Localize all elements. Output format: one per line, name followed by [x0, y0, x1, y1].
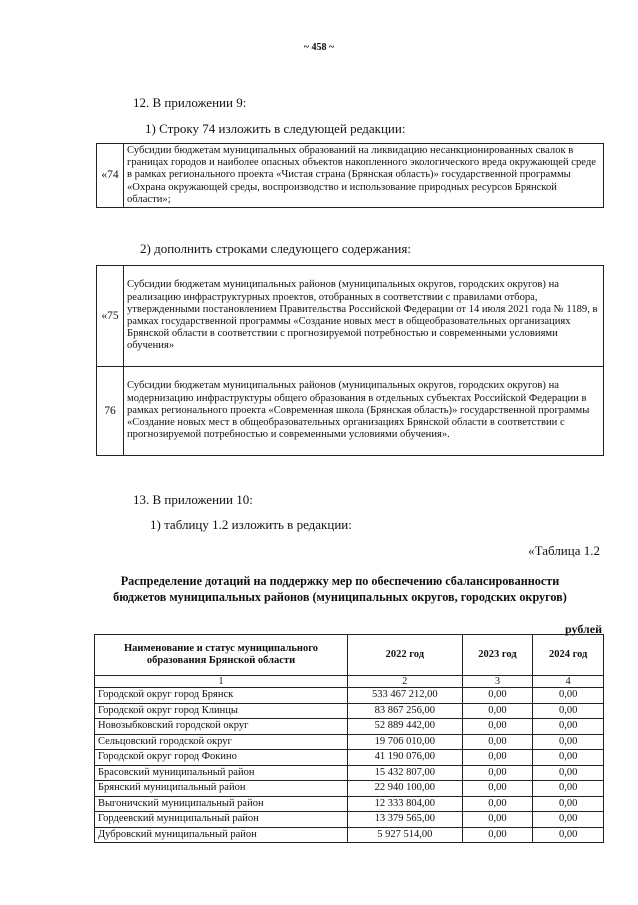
value-2022: 83 867 256,00 — [347, 703, 462, 719]
table-row — [95, 796, 604, 812]
value-2023: 0,00 — [462, 734, 533, 750]
row-text: Субсидии бюджетам муниципальных районов (муниципальных округов, городских округов) на реализацию инфраструктурных проектов, отобранных в соответствии с правилами отбора, утвержденными постановлением Правительства Российской Федерации от 14 июля 2021 года № 1189, в рамках государственной программы «Создание новых мест в общеобразовательных организациях Брянской области в соответствии с прогнозируемой потребностью и современными условиями обучения» — [124, 266, 604, 367]
value-2022: 41 190 076,00 — [347, 750, 462, 766]
municipality-name: Городской округ город Брянск — [95, 688, 348, 704]
value-2023: 0,00 — [462, 750, 533, 766]
item-12-2-text: 2) дополнить строками следующего содержания: — [140, 241, 411, 256]
item-12-1-text: 1) Строку 74 изложить в следующей редакции: — [145, 121, 406, 136]
header-2023: 2023 год — [462, 635, 533, 676]
value-2023: 0,00 — [462, 765, 533, 781]
value-2022: 12 333 804,00 — [347, 796, 462, 812]
municipality-name: Брасовский муниципальный район — [95, 765, 348, 781]
value-2023: 0,00 — [462, 719, 533, 735]
header-name: Наименование и статус муниципального образования Брянской области — [95, 635, 348, 676]
municipality-name: Городской округ город Фокино — [95, 750, 348, 766]
value-2024: 0,00 — [533, 688, 604, 704]
value-2024: 0,00 — [533, 796, 604, 812]
table-row — [95, 750, 604, 766]
added-rows-table — [96, 265, 604, 456]
table-row — [95, 765, 604, 781]
page-number: ~ 458 ~ — [303, 42, 335, 53]
value-2024: 0,00 — [533, 750, 604, 766]
table-row — [97, 144, 604, 208]
municipality-name: Брянский муниципальный район — [95, 781, 348, 797]
table-row — [97, 367, 604, 456]
municipality-name: Дубровский муниципальный район — [95, 827, 348, 843]
table-row — [97, 266, 604, 367]
table-row — [95, 734, 604, 750]
value-2023: 0,00 — [462, 703, 533, 719]
row-74-table — [96, 143, 604, 208]
table-row — [95, 812, 604, 828]
value-2024: 0,00 — [533, 734, 604, 750]
header-2022: 2022 год — [347, 635, 462, 676]
column-number: 4 — [533, 676, 604, 688]
value-2024: 0,00 — [533, 719, 604, 735]
column-number: 3 — [462, 676, 533, 688]
row-text: Субсидии бюджетам муниципальных образований на ликвидацию несанкционированных свалок в границах городов и наиболее опасных объектов накопленного экологического вреда окружающей среде в рамках регионального проекта «Чистая страна (Брянская область)» государственной программы «Охрана окружающей среды, воспроизводство и использование природных ресурсов Брянской области»; — [124, 144, 604, 208]
item-13-1-text: 1) таблицу 1.2 изложить в редакции: — [150, 517, 352, 532]
column-numbers-row — [95, 676, 604, 688]
municipality-name: Гордеевский муниципальный район — [95, 812, 348, 828]
table-row — [95, 719, 604, 735]
value-2024: 0,00 — [533, 781, 604, 797]
item-12-heading: 12. В приложении 9: — [133, 95, 247, 110]
municipality-name: Выгоничский муниципальный район — [95, 796, 348, 812]
municipality-name: Городской округ город Клинцы — [95, 703, 348, 719]
value-2024: 0,00 — [533, 703, 604, 719]
row-number: «74 — [97, 144, 124, 208]
header-2024: 2024 год — [533, 635, 604, 676]
value-2023: 0,00 — [462, 812, 533, 828]
column-number: 1 — [95, 676, 348, 688]
municipality-name: Сельцовский городской округ — [95, 734, 348, 750]
value-2024: 0,00 — [533, 827, 604, 843]
value-2022: 13 379 565,00 — [347, 812, 462, 828]
value-2023: 0,00 — [462, 827, 533, 843]
value-2023: 0,00 — [462, 781, 533, 797]
table-row — [95, 703, 604, 719]
row-text: Субсидии бюджетам муниципальных районов (муниципальных округов, городских округов) на модернизацию инфраструктуры общего образования в отдельных субъектах Российской Федерации в рамках регионального проекта «Современная школа (Брянская область)» государственной программы «Создание новых мест в общеобразовательных организациях Брянской области в соответствии с прогнозируемой потребностью и современными условиями обучения». — [124, 367, 604, 456]
value-2022: 5 927 514,00 — [347, 827, 462, 843]
subsidy-distribution-table — [94, 634, 604, 843]
value-2022: 52 889 442,00 — [347, 719, 462, 735]
value-2024: 0,00 — [533, 765, 604, 781]
column-number: 2 — [347, 676, 462, 688]
value-2022: 22 940 100,00 — [347, 781, 462, 797]
value-2023: 0,00 — [462, 688, 533, 704]
table-row — [95, 688, 604, 704]
table-title: Распределение дотаций на поддержку мер по обеспечению сбалансированности бюджетов муниципальных районов (муниципальных округов, городских округов) — [113, 574, 567, 604]
municipality-name: Новозыбковский городской округ — [95, 719, 348, 735]
value-2023: 0,00 — [462, 796, 533, 812]
value-2022: 15 432 807,00 — [347, 765, 462, 781]
value-2022: 19 706 010,00 — [347, 734, 462, 750]
table-row — [95, 781, 604, 797]
table-caption: «Таблица 1.2 — [528, 543, 600, 558]
value-2024: 0,00 — [533, 812, 604, 828]
value-2022: 533 467 212,00 — [347, 688, 462, 704]
table-row — [95, 827, 604, 843]
row-number: «75 — [97, 266, 124, 367]
row-number: 76 — [97, 367, 124, 456]
table-header-row — [95, 635, 604, 676]
units-label: рублей — [564, 622, 602, 636]
item-13-heading: 13. В приложении 10: — [133, 492, 253, 507]
